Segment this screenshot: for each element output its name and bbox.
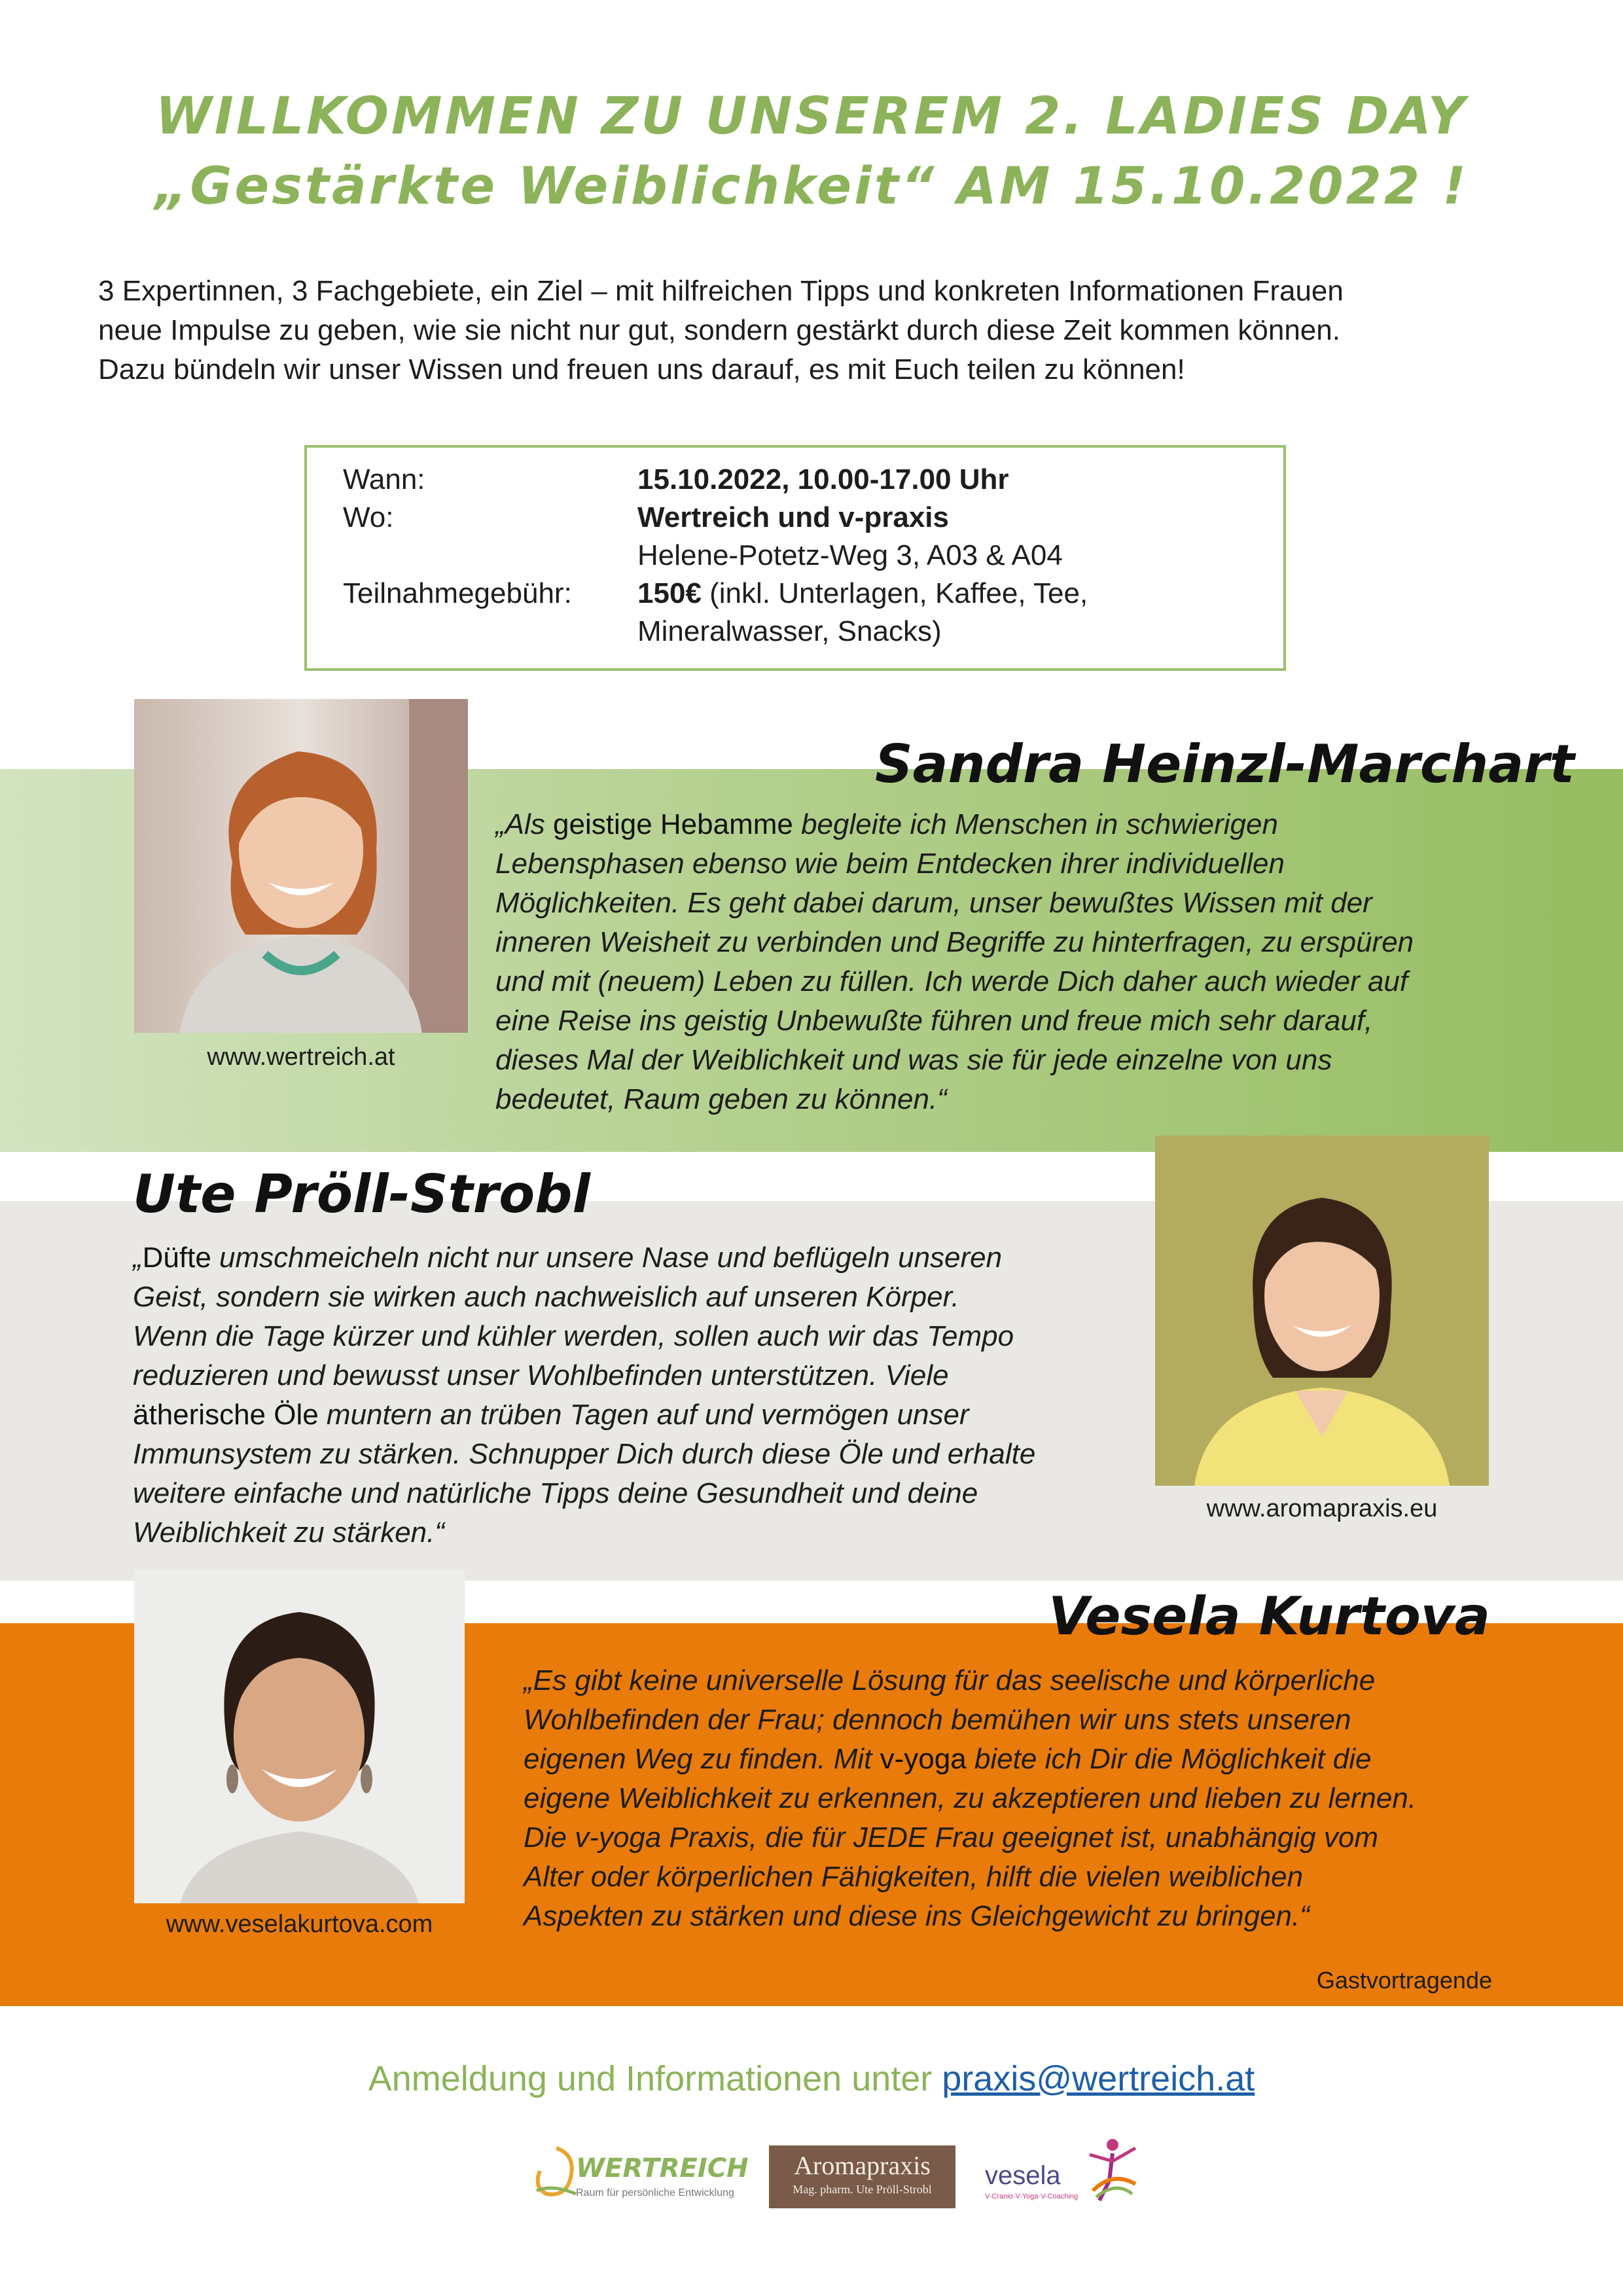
vesela-logo-name: vesela [985, 2161, 1061, 2190]
where-value: Wertreich und v-praxis [637, 501, 949, 533]
signup-line [0, 2058, 1623, 2099]
fee-label: Teilnahmegebühr: [343, 577, 572, 609]
fee-detail: (inkl. Unterlagen, Kaffee, Tee, [709, 577, 1088, 609]
where-label: Wo: [343, 501, 394, 533]
wertreich-logo[interactable] [530, 2142, 749, 2214]
title-line-2: „Gestärkte Weiblichkeit“ AM 15.10.2022 ! [154, 157, 1469, 216]
ute-name: Ute Pröll-Strobl [133, 1164, 590, 1225]
event-info-box [304, 445, 1286, 671]
sandra-photo [134, 699, 468, 1033]
ute-url[interactable]: www.aromapraxis.eu [1206, 1495, 1438, 1522]
ute-quote-highlight-2: ätherische Öle [133, 1399, 319, 1431]
aromapraxis-logo[interactable] [769, 2145, 955, 2208]
ute-photo [1155, 1136, 1489, 1486]
vesela-logo-sub: V-Cranio·V-Yoga·V-Coaching [985, 2193, 1079, 2200]
ute-quote-highlight: Düfte [142, 1242, 211, 1274]
fee-detail-2: Mineralwasser, Snacks) [637, 615, 942, 647]
intro-line: 3 Expertinnen, 3 Fachgebiete, ein Ziel – mit hilfreichen Tipps und konkreten Informationen Frauen [98, 275, 1344, 307]
when-value: 15.10.2022, 10.00-17.00 Uhr [637, 463, 1009, 495]
vesela-url[interactable]: www.veselakurtova.com [166, 1910, 433, 1938]
intro-line: neue Impulse zu geben, wie sie nicht nur gut, sondern gestärkt durch diese Zeit kommen können. [98, 314, 1340, 346]
wertreich-swirl-icon [530, 2142, 582, 2207]
intro-line: Dazu bündeln wir unser Wissen und freuen uns darauf, es mit Euch teilen zu können! [98, 353, 1185, 386]
title-line-1: WILLKOMMEN ZU UNSEREM 2. LADIES DAY [155, 87, 1468, 146]
vesela-name: Vesela Kurtova [1048, 1586, 1490, 1647]
when-label: Wann: [343, 463, 425, 495]
wertreich-name: WERTREICH [576, 2153, 749, 2183]
vesela-photo [134, 1570, 465, 1903]
vesela-role: Gastvortragende [1316, 1967, 1492, 1994]
sandra-quote-highlight: geistige Hebamme [553, 808, 793, 840]
aromapraxis-sub: Mag. pharm. Ute Pröll-Strobl [793, 2183, 932, 2196]
vesela-quote: „Es gibt keine universelle Lösung für das seelische und körperliche Wohlbefinden der Frau; dennoch bemühen wir uns stets unseren eigenen Weg zu finden. Mit v-yoga biete ich Dir die Möglichkeit die eigene Weiblichkeit zu erkennen, zu akzeptieren und lieben zu lernen. Die v-yoga Praxis, die für JEDE Frau geeignet ist, unabhängig vom Alter oder körperlichen Fähigkeiten, hilft die vielen weiblichen Aspekten zu stärken und diese ins Gleichgewicht zu bringen.“ [524, 1664, 1417, 1932]
vesela-logo[interactable] [985, 2135, 1149, 2214]
vesela-quote-highlight: v-yoga [880, 1743, 967, 1775]
vesela-figure-icon [1077, 2135, 1142, 2207]
ute-quote: „Düfte umschmeicheln nicht nur unsere Nase und beflügeln unseren Geist, sondern sie wirken auch nachweislich auf unseren Körper. Wenn die Tage kürzer und kühler werden, sollen auch wir das Tempo reduzieren und bewusst unser Wohlbefinden unterstützen. Viele ätherische Öle muntern an trüben Tagen auf und vermögen unser Immunsystem zu stärken. Schnupper Dich durch diese Öle und erhalte weitere einfache und natürliche Tipps deine Gesundheit und deine Weiblichkeit zu stärken.“ [133, 1242, 1036, 1549]
aromapraxis-name: Aromapraxis [794, 2151, 931, 2180]
address: Helene-Potetz-Weg 3, A03 & A04 [637, 539, 1063, 571]
intro-paragraph [98, 272, 1525, 389]
sandra-quote: „Als geistige Hebamme begleite ich Menschen in schwierigen Lebensphasen ebenso wie beim Entdecken ihrer individuellen Möglichkeiten. Es geht dabei darum, unser bewußtes Wissen mit der inneren Weisheit zu verbinden und Begriffe zu hinterfragen, zu erspüren und mit (neuem) Leben zu füllen. Ich werde Dich daher auch wieder auf eine Reise ins geistig Unbewußte führen und freue mich sehr darauf, dieses Mal der Weiblichkeit und was sie für jede einzelne von uns bedeutet, Raum geben zu können.“ [495, 808, 1414, 1115]
wertreich-tagline: Raum für persönliche Entwicklung [576, 2187, 734, 2198]
signup-text: Anmeldung und Informationen unter [368, 2059, 942, 2098]
sandra-url[interactable]: www.wertreich.at [207, 1043, 395, 1071]
fee-amount: 150€ [637, 577, 702, 609]
signup-email-link[interactable]: praxis@wertreich.at [942, 2059, 1255, 2098]
sandra-name: Sandra Heinzl-Marchart [875, 734, 1575, 795]
